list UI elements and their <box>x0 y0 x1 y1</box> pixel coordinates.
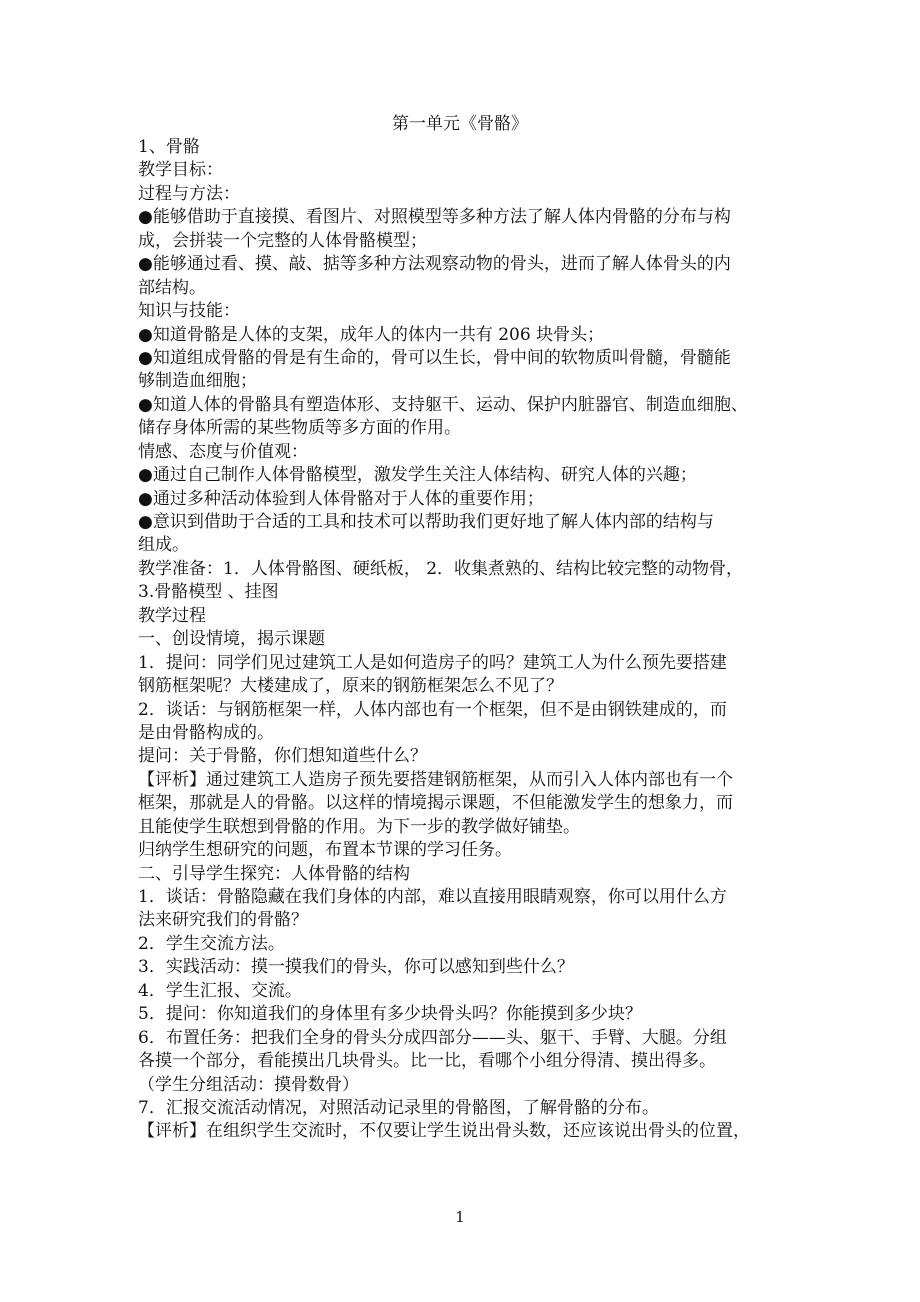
text-line: 1、骨骼 <box>138 137 200 157</box>
text-line: 情感、态度与价值观： <box>138 441 308 462</box>
text-line: 知识与技能： <box>138 301 240 322</box>
text-line: 归纳学生想研究的问题，布置本节课的学习任务。 <box>138 840 512 861</box>
page-number: 1 <box>455 1208 465 1226</box>
text-line: ●能够借助于直接摸、看图片、对照模型等多种方法了解人体内骨骼的分布与构 <box>138 207 731 228</box>
text-line: 3.骨骼模型 、挂图 <box>138 582 279 603</box>
text-line: 1．提问：同学们见过建筑工人是如何造房子的吗？建筑工人为什么预先要搭建 <box>138 652 727 673</box>
text-line: 成，会拼装一个完整的人体骨骼模型； <box>138 230 427 251</box>
text-line: 过程与方法： <box>138 183 240 204</box>
text-line: 2．谈话：与钢筋框架一样，人体内部也有一个框架，但不是由钢铁建成的，而 <box>138 699 727 720</box>
document-title: 第一单元《骨骼》 <box>392 114 528 134</box>
text-line: 部结构。 <box>138 277 206 298</box>
text-line: 组成。 <box>138 535 189 556</box>
text-line: ●能够通过看、摸、敲、掂等多种方法观察动物的骨头，进而了解人体骨头的内 <box>138 254 731 275</box>
text-line: 框架，那就是人的骨骼。以这样的情境揭示课题，不但能激发学生的想象力，而 <box>138 793 733 814</box>
text-line: 2．学生交流方法。 <box>138 933 285 954</box>
text-line: 教学目标： <box>138 160 223 181</box>
text-line: 教学过程 <box>138 605 206 626</box>
text-line: ●知道人体的骨骼具有塑造体形、支持躯干、运动、保护内脏器官、制造血细胞、 <box>138 394 748 415</box>
text-line: 1．谈话：骨骼隐藏在我们身体的内部，难以直接用眼睛观察，你可以用什么方 <box>138 887 727 907</box>
text-line: 法来研究我们的骨骼？ <box>138 910 308 931</box>
text-line: ●通过自己制作人体骨骼模型，激发学生关注人体结构、研究人体的兴趣； <box>138 465 697 486</box>
text-line: 各摸一个部分，看能摸出几块骨头。比一比，看哪个小组分得清、摸出得多。 <box>138 1051 716 1072</box>
text-line: 6．布置任务：把我们全身的骨头分成四部分——头、躯干、手臂、大腿。分组 <box>138 1027 727 1048</box>
text-line: ●通过多种活动体验到人体骨骼对于人体的重要作用； <box>138 488 544 509</box>
text-line: ●意识到借助于合适的工具和技术可以帮助我们更好地了解人体内部的结构与 <box>138 512 714 532</box>
text-line: 7．汇报交流活动情况，对照活动记录里的骨骼图，了解骨骼的分布。 <box>138 1097 659 1118</box>
text-line: 5．提问：你知道我们的身体里有多少块骨头吗？你能摸到多少块？ <box>138 1004 642 1025</box>
text-line: 够制造血细胞； <box>138 371 257 392</box>
text-line: ●知道骨骼是人体的支架，成年人的体内一共有 206 块骨头； <box>138 324 605 345</box>
text-line: 4．学生汇报、交流。 <box>138 980 302 1001</box>
text-line: 且能使学生联想到骨骼的作用。为下一步的教学做好铺垫。 <box>138 816 580 837</box>
text-line: 提问：关于骨骼，你们想知道些什么？ <box>138 746 427 767</box>
text-line: 储存身体所需的某些物质等多方面的作用。 <box>138 418 461 439</box>
text-line: 【评析】通过建筑工人造房子预先要搭建钢筋框架，从而引入人体内部也有一个 <box>138 769 733 790</box>
text-line: 3．实践活动：摸一摸我们的骨头，你可以感知到些什么？ <box>138 957 574 978</box>
text-line: 一、创设情境，揭示课题 <box>138 629 325 650</box>
text-line: （学生分组活动：摸骨数骨） <box>138 1074 359 1095</box>
document-body <box>138 136 788 1144</box>
text-line: ●知道组成骨骼的骨是有生命的，骨可以生长，骨中间的软物质叫骨髓，骨髓能 <box>138 347 731 368</box>
text-line: 二、引导学生探究：人体骨骼的结构 <box>138 863 410 884</box>
text-line: 【评析】在组织学生交流时，不仅要让学生说出骨头数，还应该说出骨头的位置， <box>138 1121 750 1142</box>
text-line: 教学准备：1．人体骨骼图、硬纸板， 2．收集煮熟的、结构比较完整的动物骨， <box>138 558 744 579</box>
text-line: 是由骨骼构成的。 <box>138 722 274 743</box>
text-line: 钢筋框架呢？大楼建成了，原来的钢筋框架怎么不见了？ <box>138 676 563 697</box>
